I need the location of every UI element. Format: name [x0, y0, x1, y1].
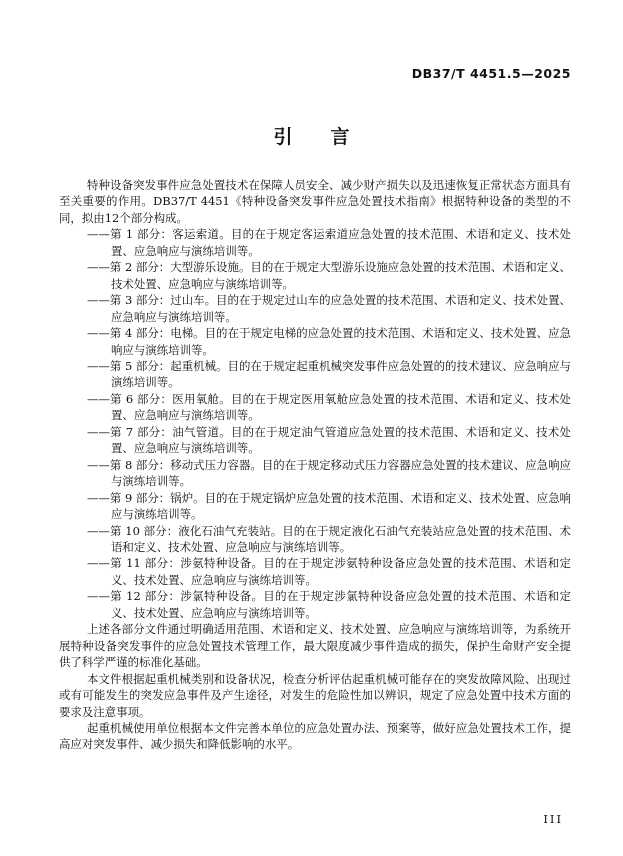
part-list-item-11: ——第 11 部分：涉氨特种设备。目的在于规定涉氨特种设备应急处置的技术范围、术语和定义、技术处置、应急响应与演练培训等。 — [87, 556, 571, 587]
standard-code: DB37/T 4451.5—2025 — [411, 66, 571, 81]
part-list-item-3: ——第 3 部分：过山车。目的在于规定过山车的应急处置的技术范围、术语和定义、技术处置、应急响应与演练培训等。 — [87, 293, 571, 324]
part-list-item-12: ——第 12 部分：涉氯特种设备。目的在于规定涉氯特种设备应急处置的技术范围、术语和定义、技术处置、应急响应与演练培训等。 — [87, 589, 571, 620]
part-list-item-4: ——第 4 部分：电梯。目的在于规定电梯的应急处置的技术范围、术语和定义、技术处置、应急响应与演练培训等。 — [87, 326, 571, 357]
part-list-item-8: ——第 8 部分：移动式压力容器。目的在于规定移动式压力容器应急处置的技术建议、应急响应与演练培训等。 — [87, 457, 571, 489]
scope-paragraph: 本文件根据起重机械类别和设备状况，检查分析评估起重机械可能存在的突发故障风险、出现过或有可能发生的突发应急事件及产生途径，对发生的危险性加以辨识，规定了应急处置中技术方面的要求及注意事项。 — [59, 671, 571, 719]
part-list-item-6: ——第 6 部分：医用氧舱。目的在于规定医用氧舱应急处置的技术范围、术语和定义、技术处置、应急响应与演练培训等。 — [87, 391, 571, 423]
summary-paragraph: 上述各部分文件通过明确适用范围、术语和定义、技术处置、应急响应与演练培训等，为系统开展特种设备突发事件的应急处置技术管理工作，最大限度减少事件造成的损失，保护生命财产安全提供了科学严谨的标准化基础。 — [59, 622, 571, 670]
document-body — [59, 177, 571, 753]
part-list-item-5: ——第 5 部分：起重机械。目的在于规定起重机械突发事件应急处置的的技术建议、应急响应与演练培训等。 — [87, 358, 571, 390]
part-list-item-1: ——第 1 部分：客运索道。目的在于规定客运索道应急处置的技术范围、术语和定义、技术处置、应急响应与演练培训等。 — [87, 227, 571, 258]
part-list-item-9: ——第 9 部分：锅炉。目的在于规定锅炉应急处置的技术范围、术语和定义、技术处置、应急响应与演练培训等。 — [87, 490, 571, 522]
intro-paragraph: 特种设备突发事件应急处置技术在保障人员安全、减少财产损失以及迅速恢复正常状态方面具有至关重要的作用。DB37/T 4451《特种设备突发事件应急处置技术指南》根据特种设备的类型的不同，拟由12个部分构成。 — [59, 178, 571, 225]
page-title: 引 言 — [273, 126, 350, 148]
usage-paragraph: 起重机械使用单位根据本文件完善本单位的应急处置办法、预案等，做好应急处置技术工作，提高应对突发事件、减少损失和降低影响的水平。 — [59, 720, 571, 752]
part-list-item-10: ——第 10 部分：液化石油气充装站。目的在于规定液化石油气充装站应急处置的技术范围、术语和定义、技术处置、应急响应与演练培训等。 — [87, 523, 571, 554]
part-list-item-7: ——第 7 部分：油气管道。目的在于规定油气管道应急处置的技术范围、术语和定义、技术处置、应急响应与演练培训等。 — [87, 424, 571, 456]
part-list-item-2: ——第 2 部分：大型游乐设施。目的在于规定大型游乐设施应急处置的技术范围、术语和定义、技术处置、应急响应与演练培训等。 — [87, 260, 571, 291]
page-number: III — [543, 812, 563, 826]
